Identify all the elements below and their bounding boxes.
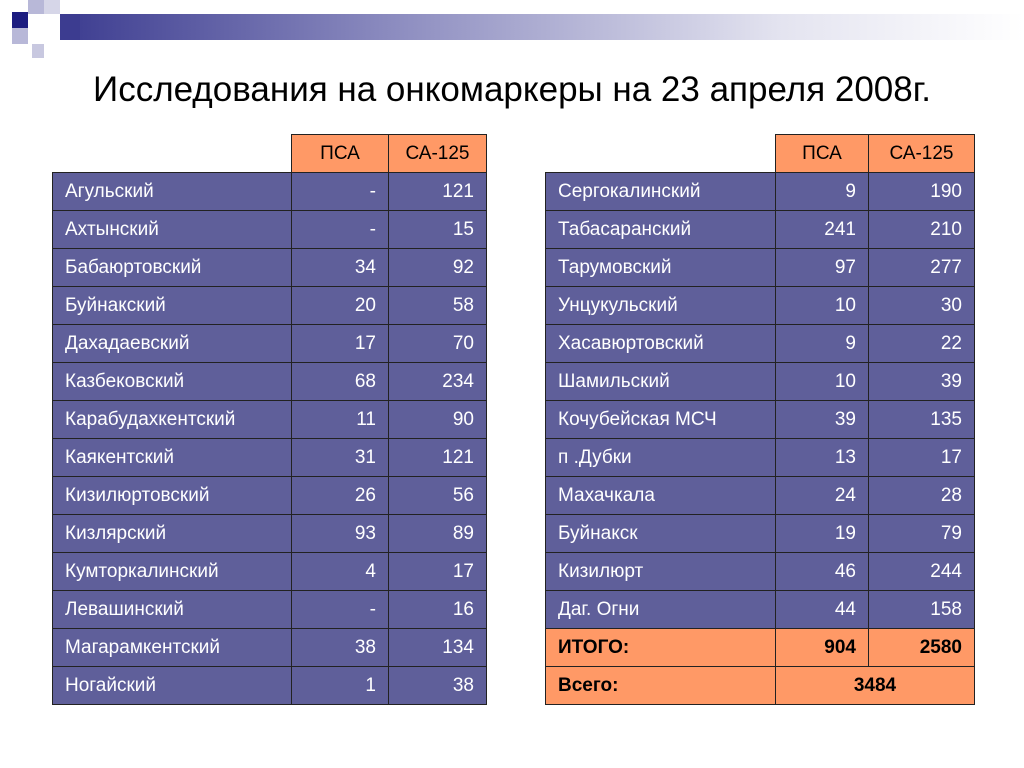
table-row xyxy=(546,173,975,211)
ca125-value: 277 xyxy=(869,249,975,287)
psa-value: 93 xyxy=(292,515,389,553)
table-row xyxy=(53,401,487,439)
district-name: Буйнакский xyxy=(53,287,292,325)
psa-value: 24 xyxy=(776,477,869,515)
right-table xyxy=(545,134,975,705)
district-name: Табасаранский xyxy=(546,211,776,249)
psa-value: 9 xyxy=(776,325,869,363)
table-row xyxy=(53,591,487,629)
psa-value: 10 xyxy=(776,287,869,325)
total-row xyxy=(546,629,975,667)
district-name: Унцукульский xyxy=(546,287,776,325)
ca125-value: 30 xyxy=(869,287,975,325)
deco-square-navy-2 xyxy=(60,14,80,40)
header-ca125: СА-125 xyxy=(869,135,975,173)
table-row xyxy=(546,325,975,363)
psa-value: 9 xyxy=(776,173,869,211)
deco-square-lavender-2 xyxy=(44,0,60,14)
ca125-value: 134 xyxy=(389,629,487,667)
psa-value: 19 xyxy=(776,515,869,553)
table-row xyxy=(546,477,975,515)
district-name: Магарамкентский xyxy=(53,629,292,667)
table-header-row xyxy=(53,135,487,173)
grand-total-row xyxy=(546,667,975,705)
ca125-value: 92 xyxy=(389,249,487,287)
psa-value: 26 xyxy=(292,477,389,515)
district-name: Кизилюрт xyxy=(546,553,776,591)
district-name: Махачкала xyxy=(546,477,776,515)
ca125-value: 89 xyxy=(389,515,487,553)
table-row xyxy=(53,667,487,705)
ca125-value: 70 xyxy=(389,325,487,363)
table-row xyxy=(53,211,487,249)
district-name: Тарумовский xyxy=(546,249,776,287)
slide-title: Исследования на онкомаркеры на 23 апреля 2008г. xyxy=(93,70,931,109)
table-row xyxy=(53,363,487,401)
district-name: Бабаюртовский xyxy=(53,249,292,287)
district-name: Кизлярский xyxy=(53,515,292,553)
ca125-value: 121 xyxy=(389,173,487,211)
district-name: Каякентский xyxy=(53,439,292,477)
grand-total-value: 3484 xyxy=(776,667,975,705)
district-name: Хасавюртовский xyxy=(546,325,776,363)
table-row xyxy=(546,287,975,325)
psa-value: 44 xyxy=(776,591,869,629)
ca125-value: 56 xyxy=(389,477,487,515)
table-row xyxy=(546,515,975,553)
psa-value: 17 xyxy=(292,325,389,363)
psa-value: 38 xyxy=(292,629,389,667)
psa-value: 1 xyxy=(292,667,389,705)
ca125-value: 38 xyxy=(389,667,487,705)
district-name: Агульский xyxy=(53,173,292,211)
ca125-value: 39 xyxy=(869,363,975,401)
ca125-value: 210 xyxy=(869,211,975,249)
deco-square-lavender-4 xyxy=(32,44,44,58)
header-psa: ПСА xyxy=(292,135,389,173)
psa-value: 11 xyxy=(292,401,389,439)
district-name: Дахадаевский xyxy=(53,325,292,363)
table-row xyxy=(53,629,487,667)
ca125-value: 234 xyxy=(389,363,487,401)
table-row xyxy=(546,553,975,591)
header-gradient-bar xyxy=(0,0,1024,50)
ca125-value: 28 xyxy=(869,477,975,515)
table-row xyxy=(53,515,487,553)
table-row xyxy=(546,591,975,629)
header-blank-cell xyxy=(53,135,292,173)
psa-value: 97 xyxy=(776,249,869,287)
ca125-value: 121 xyxy=(389,439,487,477)
ca125-value: 158 xyxy=(869,591,975,629)
psa-value: 46 xyxy=(776,553,869,591)
header-psa: ПСА xyxy=(776,135,869,173)
district-name: Шамильский xyxy=(546,363,776,401)
psa-value: 10 xyxy=(776,363,869,401)
district-name: Кочубейская МСЧ xyxy=(546,401,776,439)
ca125-value: 190 xyxy=(869,173,975,211)
psa-value: 241 xyxy=(776,211,869,249)
grand-total-label: Всего: xyxy=(546,667,776,705)
district-name: Буйнакск xyxy=(546,515,776,553)
psa-value: - xyxy=(292,211,389,249)
table-row xyxy=(53,477,487,515)
ca125-value: 135 xyxy=(869,401,975,439)
psa-value: 31 xyxy=(292,439,389,477)
psa-value: 34 xyxy=(292,249,389,287)
psa-value: - xyxy=(292,591,389,629)
total-label: ИТОГО: xyxy=(546,629,776,667)
district-name: Кизилюртовский xyxy=(53,477,292,515)
ca125-value: 22 xyxy=(869,325,975,363)
total-psa: 904 xyxy=(776,629,869,667)
district-name: Карабудахкентский xyxy=(53,401,292,439)
psa-value: 20 xyxy=(292,287,389,325)
table-header-row xyxy=(546,135,975,173)
table-row xyxy=(546,363,975,401)
ca125-value: 90 xyxy=(389,401,487,439)
ca125-value: 15 xyxy=(389,211,487,249)
psa-value: 13 xyxy=(776,439,869,477)
table-row xyxy=(546,439,975,477)
table-row xyxy=(53,249,487,287)
header-blank-cell xyxy=(546,135,776,173)
left-table xyxy=(52,134,487,705)
psa-value: 68 xyxy=(292,363,389,401)
ca125-value: 58 xyxy=(389,287,487,325)
psa-value: 39 xyxy=(776,401,869,439)
district-name: Ахтынский xyxy=(53,211,292,249)
deco-square-lavender-1 xyxy=(28,0,44,14)
ca125-value: 79 xyxy=(869,515,975,553)
table-row xyxy=(546,249,975,287)
header-ca125: СА-125 xyxy=(389,135,487,173)
psa-value: 4 xyxy=(292,553,389,591)
ca125-value: 16 xyxy=(389,591,487,629)
psa-value: - xyxy=(292,173,389,211)
district-name: п .Дубки xyxy=(546,439,776,477)
district-name: Даг. Огни xyxy=(546,591,776,629)
deco-square-navy-1 xyxy=(12,12,28,28)
deco-square-lavender-3 xyxy=(12,28,28,44)
table-row xyxy=(546,401,975,439)
ca125-value: 244 xyxy=(869,553,975,591)
district-name: Кумторкалинский xyxy=(53,553,292,591)
district-name: Левашинский xyxy=(53,591,292,629)
table-row xyxy=(546,211,975,249)
ca125-value: 17 xyxy=(869,439,975,477)
table-row xyxy=(53,287,487,325)
district-name: Казбековский xyxy=(53,363,292,401)
ca125-value: 17 xyxy=(389,553,487,591)
district-name: Сергокалинский xyxy=(546,173,776,211)
table-row xyxy=(53,553,487,591)
total-ca125: 2580 xyxy=(869,629,975,667)
table-row xyxy=(53,439,487,477)
table-row xyxy=(53,325,487,363)
district-name: Ногайский xyxy=(53,667,292,705)
table-row xyxy=(53,173,487,211)
